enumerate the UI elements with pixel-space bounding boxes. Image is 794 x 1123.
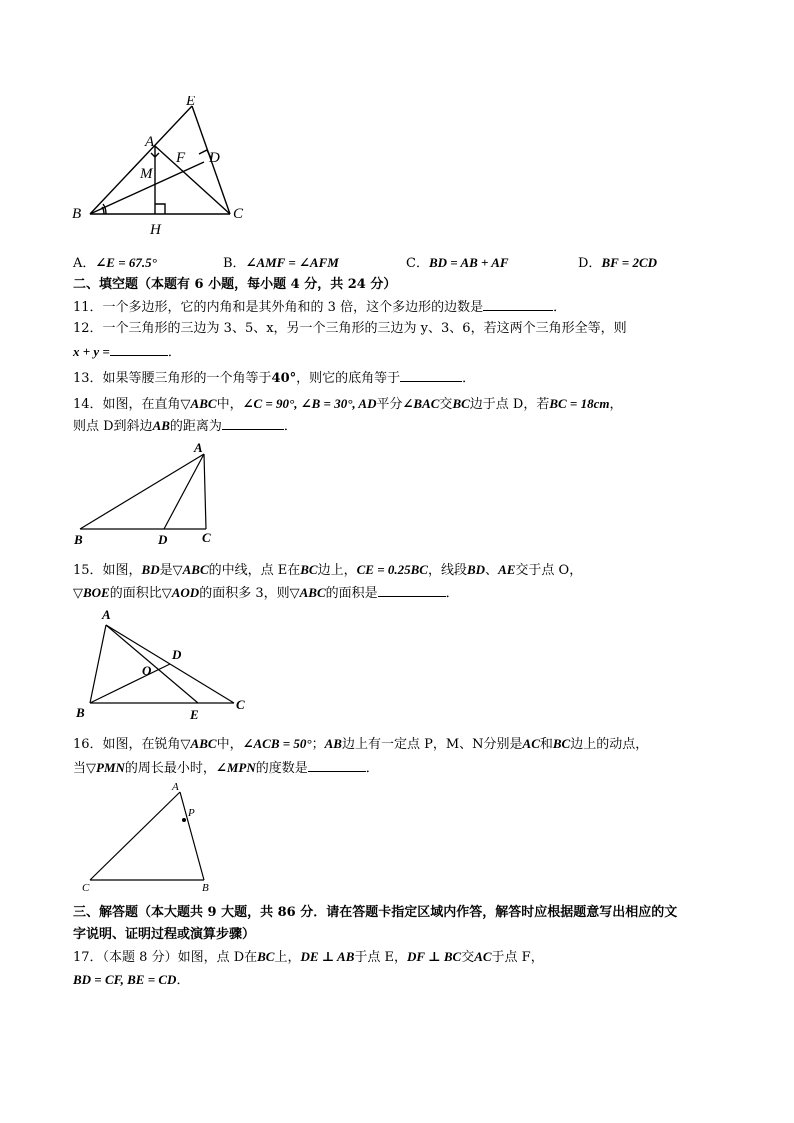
label-b: B: [76, 705, 85, 720]
label-c: C: [233, 206, 244, 222]
section-3-title: 三、解答题（本大题共 9 大题，共 86 分．请在答题卡指定区域内作答，解答时应根据题意写出相应的文: [73, 905, 678, 920]
label-e: E: [190, 707, 199, 722]
question-15: 15．如图，BD是▽ABC的中线，点 E在BC边上，CE = 0.25BC，线段BD、AE交于点 O，: [73, 562, 583, 578]
option-a: A．∠E = 67.5°: [73, 255, 157, 271]
figure-q15: [70, 605, 255, 725]
label-o: O: [142, 663, 152, 678]
section-2-title: 二、填空题（本题有 6 小题，每小题 4 分，共 24 分）: [73, 277, 397, 292]
label-a: A: [102, 607, 111, 622]
label-h: H: [150, 222, 161, 236]
label-d: D: [172, 647, 182, 662]
figure-triangle-ebc: [68, 96, 258, 236]
option-b: B．∠AMF = ∠AFM: [223, 255, 339, 271]
label-d: D: [158, 532, 168, 547]
segment-ad: [164, 454, 204, 529]
question-12-answer: x + y = ．: [73, 344, 181, 360]
question-12: 12．一个三角形的三边为 3、5、x，另一个三角形的三边为 y、3、6，若这两个三角形全等，则: [73, 321, 627, 336]
question-16: 16．如图，在锐角▽ABC中，∠ACB = 50°；AB边上有一定点 P，M、N分别是AC和BC边上的动点，: [73, 736, 649, 752]
label-m: M: [140, 166, 153, 182]
right-angle-h: [155, 204, 165, 214]
label-f: F: [176, 150, 186, 166]
figure-q14: [70, 438, 220, 550]
question-11: 11．一个多边形，它的内角和是其外角和的 3 倍，这个多边形的边数是 ．: [73, 300, 567, 315]
point-p: [182, 818, 186, 822]
option-d: D．BF = 2CD: [578, 255, 658, 271]
segment-ab: [90, 625, 106, 703]
label-b: B: [72, 206, 82, 222]
label-a: A: [194, 440, 203, 455]
question-17: 17．（本题 8 分）如图，点 D在BC上，DE ⊥ AB于点 E，DF ⊥ BC交AC于点 F，: [73, 949, 544, 965]
segment-ac: [204, 454, 206, 529]
label-e: E: [186, 96, 196, 109]
segment-ae: [106, 625, 198, 703]
segment-ac: [90, 792, 180, 880]
question-13: 13．如果等腰三角形的一个角等于40°，则它的底角等于 ．: [73, 371, 476, 386]
label-c: C: [236, 697, 245, 712]
label-c: C: [202, 530, 211, 545]
label-d: D: [209, 150, 220, 166]
segment-ab: [180, 792, 204, 880]
question-14: 14．如图，在直角▽ABC中，∠C = 90°, ∠B = 30°, AD平分∠BAC交BC边于点 D，若BC = 18cm，: [73, 396, 623, 412]
segment-ab: [80, 454, 204, 529]
options-row: [73, 254, 753, 272]
option-c: C．BD = AB + AF: [406, 255, 509, 271]
figure-q16: [74, 778, 224, 896]
label-a: A: [172, 781, 179, 793]
question-17-line2: BD = CF, BE = CD．: [73, 972, 190, 988]
question-16-line2: 当▽PMN的周长最小时，∠MPN的度数是 ．: [73, 760, 379, 776]
question-15-line2: ▽BOE的面积比▽AOD的面积多 3，则▽ABC的面积是 ．: [73, 585, 459, 601]
label-p: P: [188, 807, 195, 819]
label-a: A: [145, 134, 155, 150]
question-14-line2: 则点 D到斜边AB的距离为 ．: [73, 418, 297, 434]
label-c: C: [82, 882, 90, 894]
label-b: B: [202, 882, 209, 894]
label-b: B: [74, 532, 83, 547]
section-3-title-line2: 字说明、证明过程或演算步骤）: [73, 927, 256, 942]
